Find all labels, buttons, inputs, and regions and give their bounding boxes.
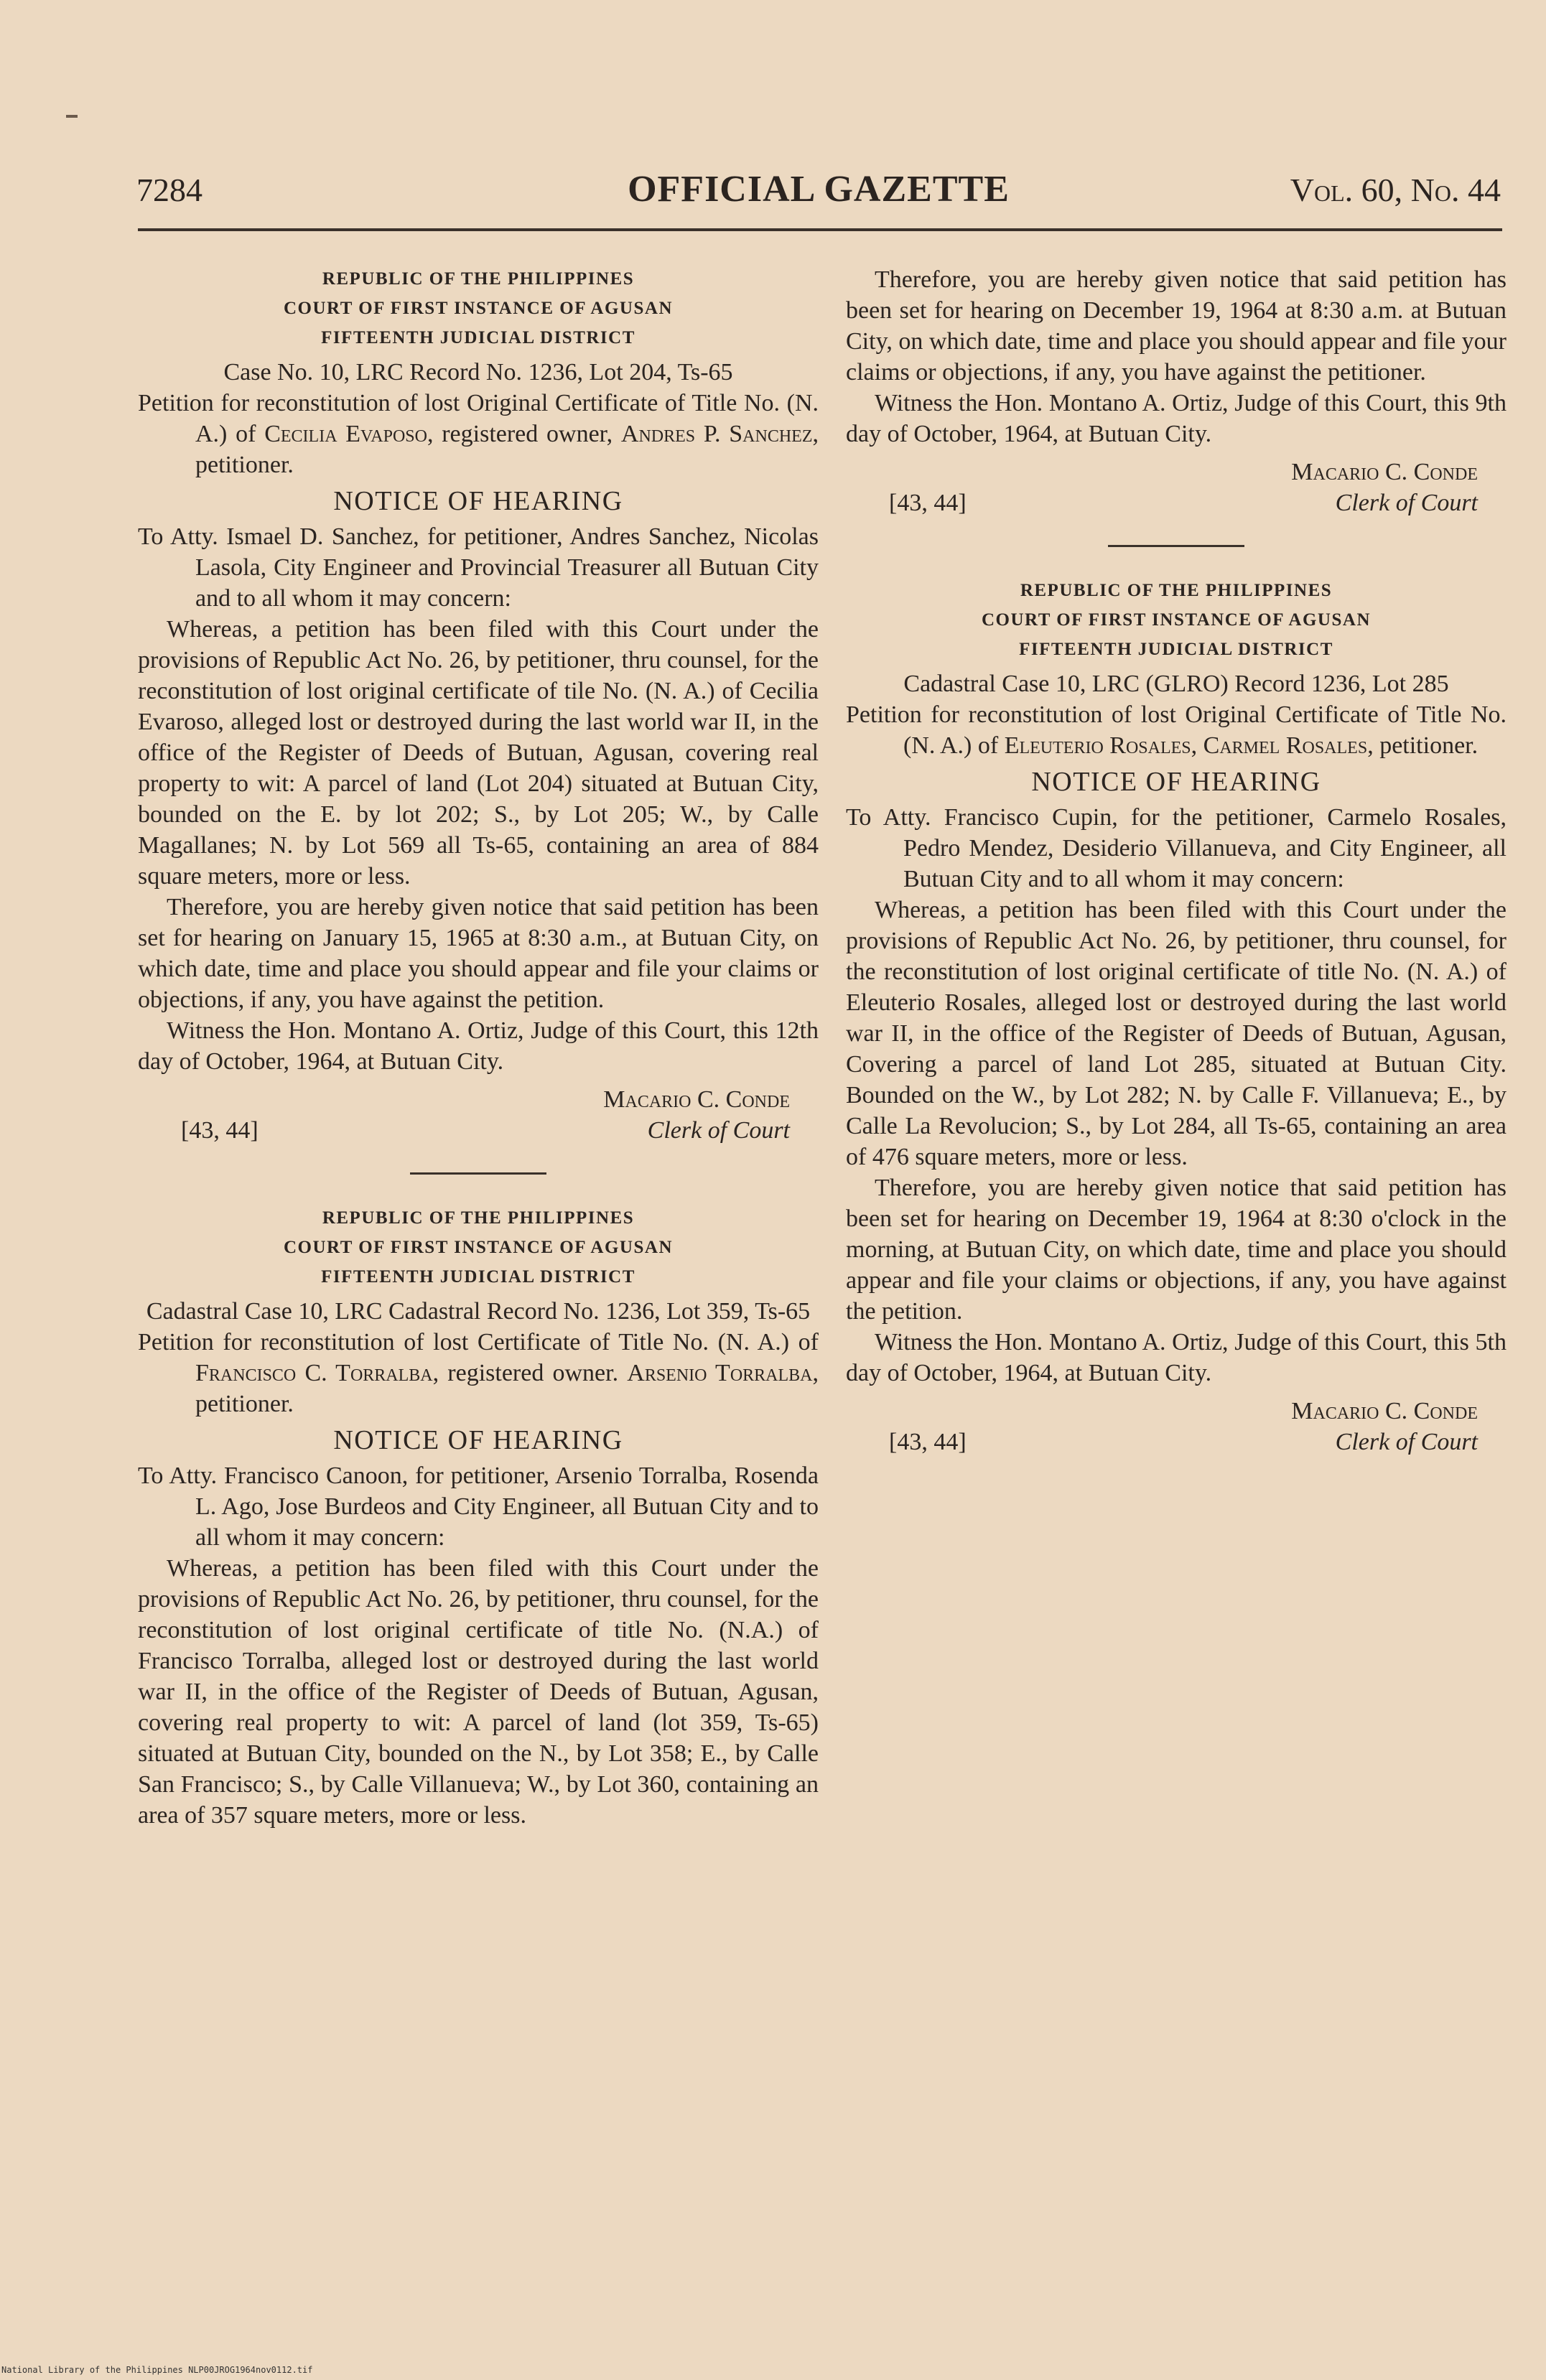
court-heading: REPUBLIC OF THE PHILIPPINES COURT OF FIRST INSTANCE OF AGUSAN FIFTEENTH JUDICIAL DISTRICT [982, 581, 1371, 659]
issue-reference: [43, 44] [181, 1117, 259, 1144]
whereas-paragraph: Whereas, a petition has been filed with this Court under the provisions of Republic Act No. 26, by petitioner, thru counsel, for the reconstitution of lost original certificate of tile No. (N. A.) of Cecilia Evaroso, alleged lost or destroyed during the last world war II, in the office of the Register of Deeds of Butuan, Agusan, covering real property to wit: A parcel of land (Lot 204) situated at Butuan City, bounded on the E. by lot 202; S., by Lot 205; W., by Calle Magallanes; N. by Lot 569 all Ts-65, containing an area of 884 square meters, more or less. [138, 616, 819, 890]
court-heading: REPUBLIC OF THE PHILIPPINES COURT OF FIRST INSTANCE OF AGUSAN FIFTEENTH JUDICIAL DISTRICT [284, 1208, 673, 1287]
whereas-paragraph: Whereas, a petition has been filed with this Court under the provisions of Republic Act No. 26, by petitioner, thru counsel, for the reconstitution of lost original certificate of title No. (N.A.) of Francisco Torralba, alleged lost or destroyed during the last world war II, in the office of the Register of Deeds of Butuan, Agusan, covering real property to wit: A parcel of land (lot 359, Ts-65) situated at Butuan City, bounded on the N., by Lot 358; E., by Calle San Francisco; S., by Calle Villanueva; W., by Lot 360, containing an area of 357 square meters, more or less. [138, 1555, 819, 1829]
signatory: Macario C. Conde [1291, 459, 1478, 485]
witness-paragraph: Witness the Hon. Montano A. Ortiz, Judge of this Court, this 9th day of October, 1964, at Butuan City. [846, 390, 1507, 447]
notice-lot-359 [138, 1203, 819, 1831]
issue-reference: [43, 44] [889, 1429, 967, 1455]
therefore-paragraph: Therefore, you are hereby given notice that said petition has been set for hearing on January 15, 1965 at 8:30 a.m., at Butuan City, on which date, time and place you should appear and file your claims or objections, if any, you have against the petition. [138, 894, 819, 1013]
publication-title: OFFICIAL GAZETTE [628, 169, 1010, 210]
header-rule [138, 228, 1502, 231]
notice-heading: NOTICE OF HEARING [333, 486, 623, 516]
addressees: To Atty. Francisco Canoon, for petitioner, Arsenio Torralba, Rosenda L. Ago, Jose Burdeos and City Engineer, all Butuan City and to all whom it may concern: [138, 1462, 819, 1551]
notice-separator [1108, 545, 1244, 547]
margin-mark [66, 115, 78, 118]
addressees: To Atty. Francisco Cupin, for the petitioner, Carmelo Rosales, Pedro Mendez, Desiderio Villanueva, and City Engineer, all Butuan City and to all whom it may concern: [846, 804, 1507, 892]
left-column [138, 264, 819, 1831]
notice-lot-285 [846, 576, 1507, 1460]
court-heading: REPUBLIC OF THE PHILIPPINES COURT OF FIRST INSTANCE OF AGUSAN FIFTEENTH JUDICIAL DISTRICT [284, 269, 673, 347]
petition-title: Petition for reconstitution of lost Certificate of Title No. (N. A.) of Francisco C. Torralba, registered owner. Arsenio Torralba, petitioner. [138, 1329, 819, 1417]
issue-reference: [43, 44] [889, 490, 967, 516]
page-header [136, 171, 1501, 221]
signatory: Macario C. Conde [603, 1086, 790, 1113]
case-number: Cadastral Case 10, LRC (GLRO) Record 1236, Lot 285 [903, 671, 1449, 697]
witness-paragraph: Witness the Hon. Montano A. Ortiz, Judge of this Court, this 12th day of October, 1964, at Butuan City. [138, 1017, 819, 1075]
notice-heading: NOTICE OF HEARING [1031, 767, 1321, 797]
scan-footer: National Library of the Philippines NLP00JROG1964nov0112.tif [1, 2365, 313, 2375]
signatory: Macario C. Conde [1291, 1398, 1478, 1424]
notice-separator [410, 1172, 546, 1175]
notice-heading: NOTICE OF HEARING [333, 1425, 623, 1455]
notice-lot-359-continued [846, 264, 1507, 521]
addressees: To Atty. Ismael D. Sanchez, for petitioner, Andres Sanchez, Nicolas Lasola, City Engineer and Provincial Treasurer all Butuan City and to all whom it may concern: [138, 523, 819, 612]
right-column [846, 264, 1507, 1460]
case-number: Case No. 10, LRC Record No. 1236, Lot 204, Ts-65 [223, 359, 733, 386]
petition-title: Petition for reconstitution of lost Original Certificate of Title No. (N. A.) of Eleuterio Rosales, Carmel Rosales, petitioner. [846, 701, 1507, 759]
page-number: 7284 [136, 172, 202, 208]
petition-title: Petition for reconstitution of lost Original Certificate of Title No. (N. A.) of Cecilia Evaposo, registered owner, Andres P. Sanchez, petitioner. [138, 390, 819, 478]
clerk-title: Clerk of Court [1335, 490, 1478, 516]
volume-number: Vol. 60, No. 44 [1290, 172, 1501, 208]
therefore-paragraph: Therefore, you are hereby given notice that said petition has been set for hearing on December 19, 1964 at 8:30 a.m. at Butuan City, on which date, time and place you should appear and file your claims or objections, if any, you have against the petitioner. [846, 266, 1507, 386]
witness-paragraph: Witness the Hon. Montano A. Ortiz, Judge of this Court, this 5th day of October, 1964, at Butuan City. [846, 1329, 1507, 1386]
whereas-paragraph: Whereas, a petition has been filed with this Court under the provisions of Republic Act No. 26, by petitioner, thru counsel, for the reconstitution of lost original certificate of title No. (N. A.) of Eleuterio Rosales, alleged lost or destroyed during the last world war II, in the office of the Register of Deeds of Butuan, Agusan, Covering a parcel of land Lot 285, situated at Butuan City. Bounded on the W., by Lot 282; N. by Calle F. Villanueva; E., by Calle La Revolucion; S., by Lot 284, all Ts-65, containing an area of 476 square meters, more or less. [846, 897, 1507, 1170]
notice-lot-204 [138, 264, 819, 1148]
therefore-paragraph: Therefore, you are hereby given notice that said petition has been set for hearing on December 19, 1964 at 8:30 o'clock in the morning, at Butuan City, on which date, time and place you should appear and file your claims or objections, if any, you have against the petition. [846, 1175, 1507, 1325]
case-number: Cadastral Case 10, LRC Cadastral Record No. 1236, Lot 359, Ts-65 [146, 1298, 811, 1325]
clerk-title: Clerk of Court [1335, 1429, 1478, 1455]
clerk-title: Clerk of Court [647, 1117, 790, 1144]
